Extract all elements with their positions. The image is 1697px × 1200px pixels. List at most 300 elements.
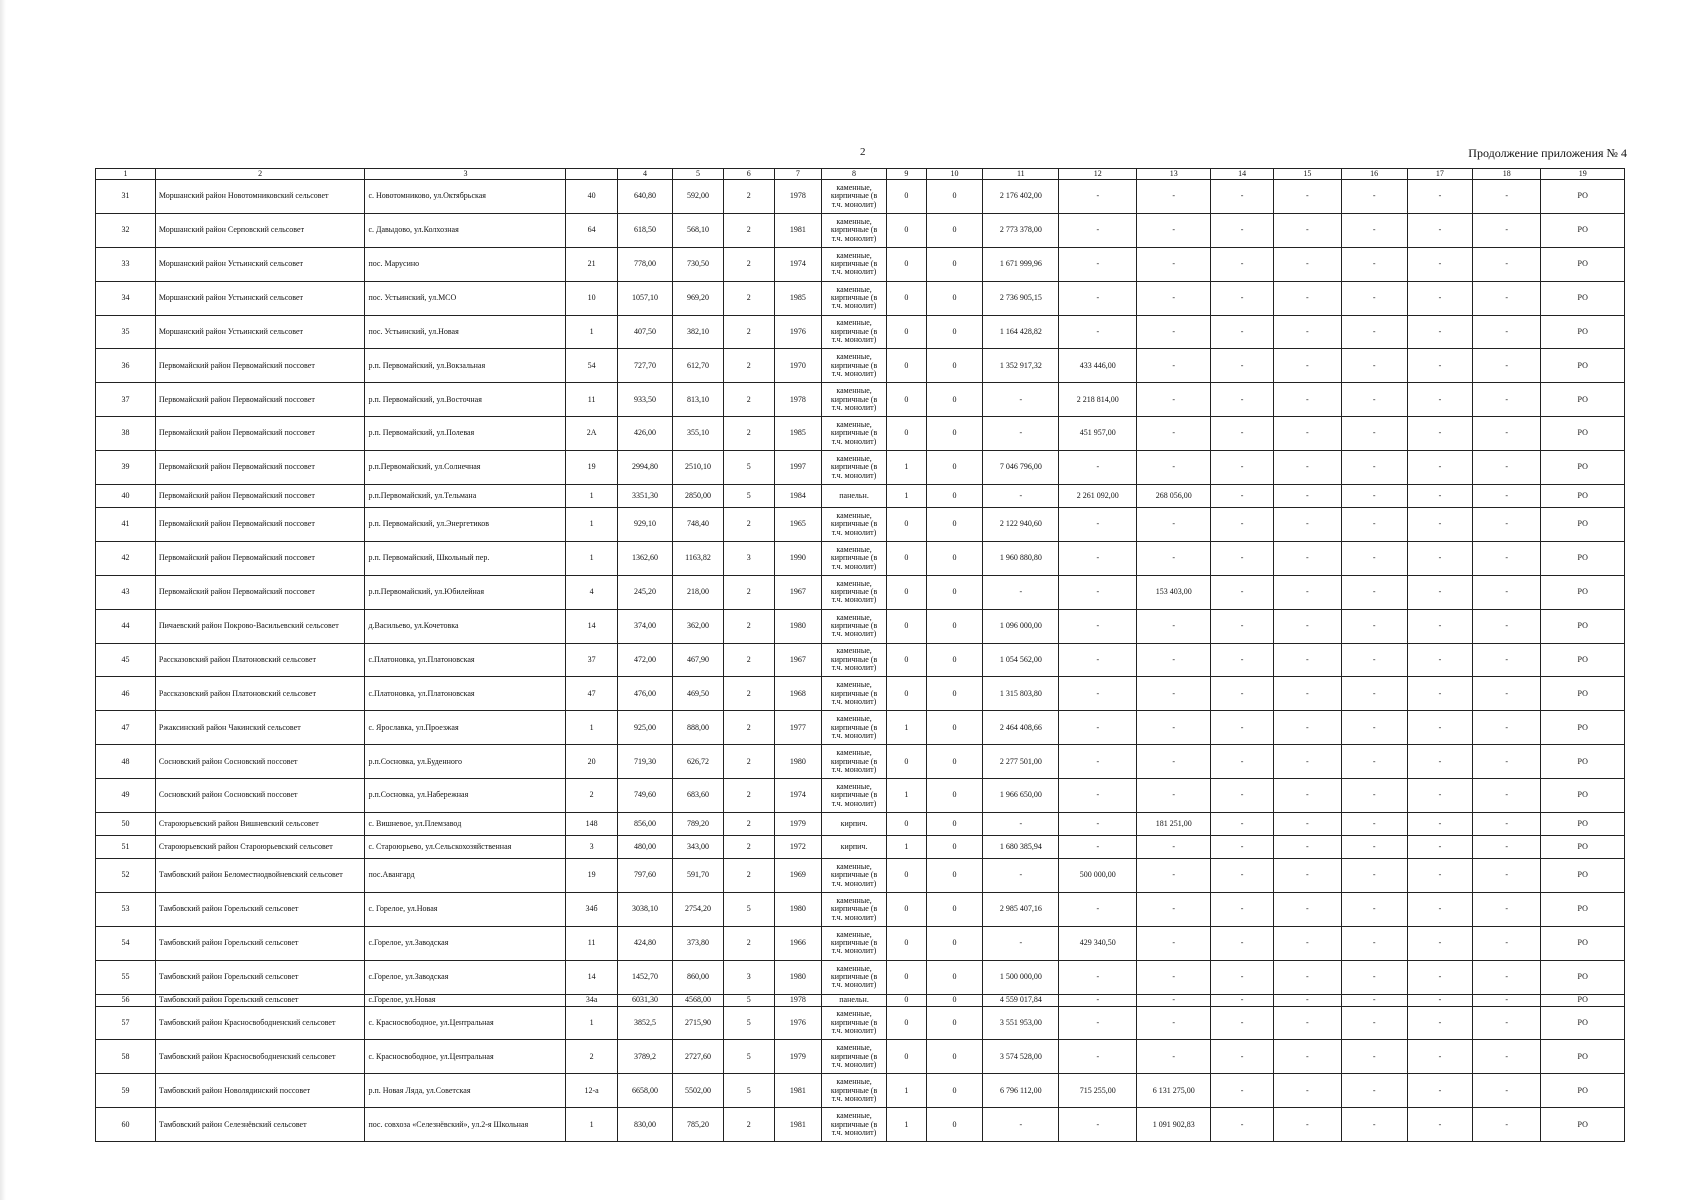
cost-11-cell: 2 277 501,00 <box>983 745 1059 779</box>
executor-cell: РО <box>1541 711 1625 745</box>
cost-11-cell: 2 176 402,00 <box>983 180 1059 214</box>
living-area-cell: 748,40 <box>673 508 723 542</box>
year-built-cell: 1970 <box>774 349 821 383</box>
year-built-cell: 1997 <box>774 451 821 485</box>
col-16-cell: - <box>1341 711 1407 745</box>
wall-material-cell: кирпич. <box>821 813 886 836</box>
row-number-cell: 39 <box>96 451 156 485</box>
col-9-cell: 0 <box>887 745 927 779</box>
table-row <box>96 417 1625 451</box>
year-built-cell: 1980 <box>774 609 821 643</box>
col-16-cell: - <box>1341 745 1407 779</box>
wall-material-cell: кирпич. <box>821 836 886 859</box>
address-cell: р.п. Первомайский, ул.Вокзальная <box>365 349 566 383</box>
col-17-cell: - <box>1407 575 1472 609</box>
year-built-cell: 1966 <box>774 926 821 960</box>
cost-13-cell: - <box>1137 213 1211 247</box>
table-row <box>96 1006 1625 1040</box>
column-number-row <box>96 169 1625 180</box>
municipality-cell: Моршанский район Серповский сельсовет <box>155 213 365 247</box>
total-area-cell: 727,70 <box>617 349 673 383</box>
col-9-cell: 1 <box>887 1108 927 1142</box>
wall-material-cell: каменные, кирпичные (в т.ч. монолит) <box>821 711 886 745</box>
cost-12-cell: 451 957,00 <box>1059 417 1137 451</box>
year-built-cell: 1985 <box>774 281 821 315</box>
year-built-cell: 1977 <box>774 711 821 745</box>
col-16-cell: - <box>1341 1108 1407 1142</box>
column-number-10: 10 <box>926 169 983 180</box>
floors-cell: 2 <box>723 677 774 711</box>
col-18-cell: - <box>1473 213 1541 247</box>
col-9-cell: 1 <box>887 485 927 508</box>
floors-cell: 2 <box>723 926 774 960</box>
house-number-cell: 20 <box>566 745 617 779</box>
cost-11-cell: 2 773 378,00 <box>983 213 1059 247</box>
col-15-cell: - <box>1274 643 1341 677</box>
col-14-cell: - <box>1211 813 1274 836</box>
living-area-cell: 382,10 <box>673 315 723 349</box>
executor-cell: РО <box>1541 960 1625 994</box>
municipality-cell: Моршанский район Новотомниковский сельсовет <box>155 180 365 214</box>
year-built-cell: 1967 <box>774 643 821 677</box>
col-18-cell: - <box>1473 1040 1541 1074</box>
col-10-cell: 0 <box>926 349 983 383</box>
col-14-cell: - <box>1211 779 1274 813</box>
cost-13-cell: - <box>1137 960 1211 994</box>
col-15-cell: - <box>1274 575 1341 609</box>
col-17-cell: - <box>1407 859 1472 893</box>
col-16-cell: - <box>1341 1006 1407 1040</box>
col-14-cell: - <box>1211 417 1274 451</box>
living-area-cell: 355,10 <box>673 417 723 451</box>
col-17-cell: - <box>1407 247 1472 281</box>
total-area-cell: 3852,5 <box>617 1006 673 1040</box>
col-9-cell: 0 <box>887 643 927 677</box>
municipality-cell: Первомайский район Первомайский поссовет <box>155 575 365 609</box>
table-row <box>96 281 1625 315</box>
col-18-cell: - <box>1473 1108 1541 1142</box>
municipality-cell: Тамбовский район Горельский сельсовет <box>155 960 365 994</box>
cost-12-cell: 2 218 814,00 <box>1059 383 1137 417</box>
col-16-cell: - <box>1341 643 1407 677</box>
col-15-cell: - <box>1274 180 1341 214</box>
municipality-cell: Моршанский район Устьинский сельсовет <box>155 281 365 315</box>
cost-11-cell: - <box>983 485 1059 508</box>
executor-cell: РО <box>1541 745 1625 779</box>
table-row <box>96 213 1625 247</box>
col-9-cell: 0 <box>887 1040 927 1074</box>
wall-material-cell: каменные, кирпичные (в т.ч. монолит) <box>821 383 886 417</box>
address-cell: с. Красносвободное, ул.Центральная <box>365 1040 566 1074</box>
executor-cell: РО <box>1541 609 1625 643</box>
col-14-cell: - <box>1211 643 1274 677</box>
address-cell: р.п.Сосновка, ул.Буденного <box>365 745 566 779</box>
house-number-cell: 64 <box>566 213 617 247</box>
cost-11-cell: - <box>983 1108 1059 1142</box>
row-number-cell: 40 <box>96 485 156 508</box>
year-built-cell: 1978 <box>774 383 821 417</box>
floors-cell: 2 <box>723 711 774 745</box>
year-built-cell: 1976 <box>774 315 821 349</box>
wall-material-cell: каменные, кирпичные (в т.ч. монолит) <box>821 892 886 926</box>
col-9-cell: 0 <box>887 383 927 417</box>
living-area-cell: 626,72 <box>673 745 723 779</box>
col-14-cell: - <box>1211 677 1274 711</box>
total-area-cell: 640,80 <box>617 180 673 214</box>
cost-11-cell: - <box>983 926 1059 960</box>
column-number-8: 8 <box>821 169 886 180</box>
cost-13-cell: - <box>1137 180 1211 214</box>
total-area-cell: 856,00 <box>617 813 673 836</box>
cost-13-cell: - <box>1137 836 1211 859</box>
col-17-cell: - <box>1407 383 1472 417</box>
house-number-cell: 2 <box>566 1040 617 1074</box>
house-number-cell: 12-а <box>566 1074 617 1108</box>
col-9-cell: 0 <box>887 213 927 247</box>
cost-11-cell: 4 559 017,84 <box>983 994 1059 1006</box>
address-cell: р.п.Первомайский, ул.Солнечная <box>365 451 566 485</box>
total-area-cell: 480,00 <box>617 836 673 859</box>
table-row <box>96 349 1625 383</box>
col-14-cell: - <box>1211 1040 1274 1074</box>
col-10-cell: 0 <box>926 485 983 508</box>
cost-11-cell: 1 680 385,94 <box>983 836 1059 859</box>
living-area-cell: 5502,00 <box>673 1074 723 1108</box>
executor-cell: РО <box>1541 180 1625 214</box>
cost-11-cell: - <box>983 417 1059 451</box>
house-number-cell: 14 <box>566 609 617 643</box>
living-area-cell: 568,10 <box>673 213 723 247</box>
living-area-cell: 4568,00 <box>673 994 723 1006</box>
col-14-cell: - <box>1211 213 1274 247</box>
col-16-cell: - <box>1341 541 1407 575</box>
col-16-cell: - <box>1341 213 1407 247</box>
wall-material-cell: каменные, кирпичные (в т.ч. монолит) <box>821 1108 886 1142</box>
address-cell: р.п. Первомайский, ул.Восточная <box>365 383 566 417</box>
col-14-cell: - <box>1211 541 1274 575</box>
house-number-cell: 148 <box>566 813 617 836</box>
column-number-9: 9 <box>887 169 927 180</box>
col-10-cell: 0 <box>926 643 983 677</box>
col-15-cell: - <box>1274 859 1341 893</box>
wall-material-cell: каменные, кирпичные (в т.ч. монолит) <box>821 575 886 609</box>
col-18-cell: - <box>1473 994 1541 1006</box>
table-row <box>96 315 1625 349</box>
living-area-cell: 2510,10 <box>673 451 723 485</box>
col-18-cell: - <box>1473 643 1541 677</box>
address-cell: пос. Устьинский, ул.Новая <box>365 315 566 349</box>
column-number-17: 17 <box>1407 169 1472 180</box>
col-16-cell: - <box>1341 677 1407 711</box>
total-area-cell: 6658,00 <box>617 1074 673 1108</box>
cost-13-cell: - <box>1137 779 1211 813</box>
col-18-cell: - <box>1473 451 1541 485</box>
total-area-cell: 3038,10 <box>617 892 673 926</box>
col-15-cell: - <box>1274 281 1341 315</box>
living-area-cell: 683,60 <box>673 779 723 813</box>
cost-12-cell: - <box>1059 247 1137 281</box>
total-area-cell: 929,10 <box>617 508 673 542</box>
column-number-2: 3 <box>365 169 566 180</box>
col-10-cell: 0 <box>926 281 983 315</box>
col-17-cell: - <box>1407 745 1472 779</box>
cost-12-cell: - <box>1059 575 1137 609</box>
year-built-cell: 1980 <box>774 960 821 994</box>
total-area-cell: 749,60 <box>617 779 673 813</box>
col-18-cell: - <box>1473 745 1541 779</box>
col-14-cell: - <box>1211 451 1274 485</box>
col-9-cell: 0 <box>887 609 927 643</box>
col-15-cell: - <box>1274 836 1341 859</box>
col-17-cell: - <box>1407 485 1472 508</box>
living-area-cell: 789,20 <box>673 813 723 836</box>
municipality-cell: Моршанский район Устьинский сельсовет <box>155 247 365 281</box>
executor-cell: РО <box>1541 779 1625 813</box>
col-17-cell: - <box>1407 315 1472 349</box>
col-10-cell: 0 <box>926 859 983 893</box>
floors-cell: 2 <box>723 813 774 836</box>
total-area-cell: 3789,2 <box>617 1040 673 1074</box>
row-number-cell: 45 <box>96 643 156 677</box>
living-area-cell: 612,70 <box>673 349 723 383</box>
cost-12-cell: - <box>1059 711 1137 745</box>
col-17-cell: - <box>1407 677 1472 711</box>
cost-12-cell: 715 255,00 <box>1059 1074 1137 1108</box>
wall-material-cell: каменные, кирпичные (в т.ч. монолит) <box>821 926 886 960</box>
wall-material-cell: каменные, кирпичные (в т.ч. монолит) <box>821 960 886 994</box>
col-17-cell: - <box>1407 1108 1472 1142</box>
col-17-cell: - <box>1407 1074 1472 1108</box>
municipality-cell: Первомайский район Первомайский поссовет <box>155 541 365 575</box>
living-area-cell: 218,00 <box>673 575 723 609</box>
floors-cell: 2 <box>723 247 774 281</box>
executor-cell: РО <box>1541 1108 1625 1142</box>
row-number-cell: 34 <box>96 281 156 315</box>
total-area-cell: 245,20 <box>617 575 673 609</box>
table-row <box>96 180 1625 214</box>
executor-cell: РО <box>1541 859 1625 893</box>
cost-12-cell: - <box>1059 451 1137 485</box>
address-cell: пос. Устьинский, ул.МСО <box>365 281 566 315</box>
cost-11-cell: 1 960 880,80 <box>983 541 1059 575</box>
municipality-cell: Пичаевский район Покрово-Васильевский сельсовет <box>155 609 365 643</box>
house-number-cell: 4 <box>566 575 617 609</box>
col-16-cell: - <box>1341 779 1407 813</box>
col-10-cell: 0 <box>926 994 983 1006</box>
col-17-cell: - <box>1407 994 1472 1006</box>
total-area-cell: 933,50 <box>617 383 673 417</box>
cost-11-cell: 1 500 000,00 <box>983 960 1059 994</box>
floors-cell: 2 <box>723 383 774 417</box>
col-10-cell: 0 <box>926 1040 983 1074</box>
address-cell: с. Новотомниково, ул.Октябрьская <box>365 180 566 214</box>
row-number-cell: 37 <box>96 383 156 417</box>
row-number-cell: 54 <box>96 926 156 960</box>
col-15-cell: - <box>1274 213 1341 247</box>
col-9-cell: 0 <box>887 960 927 994</box>
living-area-cell: 362,00 <box>673 609 723 643</box>
col-16-cell: - <box>1341 609 1407 643</box>
row-number-cell: 36 <box>96 349 156 383</box>
cost-12-cell: - <box>1059 609 1137 643</box>
cost-13-cell: - <box>1137 1006 1211 1040</box>
cost-13-cell: 6 131 275,00 <box>1137 1074 1211 1108</box>
table-row <box>96 1108 1625 1142</box>
cost-13-cell: - <box>1137 451 1211 485</box>
col-9-cell: 0 <box>887 1006 927 1040</box>
year-built-cell: 1979 <box>774 813 821 836</box>
living-area-cell: 813,10 <box>673 383 723 417</box>
wall-material-cell: каменные, кирпичные (в т.ч. монолит) <box>821 349 886 383</box>
total-area-cell: 1362,60 <box>617 541 673 575</box>
row-number-cell: 56 <box>96 994 156 1006</box>
col-16-cell: - <box>1341 383 1407 417</box>
col-16-cell: - <box>1341 315 1407 349</box>
table-row <box>96 383 1625 417</box>
col-17-cell: - <box>1407 711 1472 745</box>
year-built-cell: 1980 <box>774 745 821 779</box>
address-cell: пос. совхоза «Селезнёвский», ул.2-я Школьная <box>365 1108 566 1142</box>
row-number-cell: 42 <box>96 541 156 575</box>
row-number-cell: 41 <box>96 508 156 542</box>
col-10-cell: 0 <box>926 779 983 813</box>
column-number-7: 7 <box>774 169 821 180</box>
total-area-cell: 778,00 <box>617 247 673 281</box>
total-area-cell: 426,00 <box>617 417 673 451</box>
col-10-cell: 0 <box>926 745 983 779</box>
col-10-cell: 0 <box>926 836 983 859</box>
col-18-cell: - <box>1473 541 1541 575</box>
executor-cell: РО <box>1541 213 1625 247</box>
wall-material-cell: каменные, кирпичные (в т.ч. монолит) <box>821 508 886 542</box>
row-number-cell: 59 <box>96 1074 156 1108</box>
table-row <box>96 813 1625 836</box>
address-cell: р.п. Первомайский, Школьный пер. <box>365 541 566 575</box>
col-18-cell: - <box>1473 315 1541 349</box>
year-built-cell: 1972 <box>774 836 821 859</box>
executor-cell: РО <box>1541 541 1625 575</box>
col-16-cell: - <box>1341 994 1407 1006</box>
floors-cell: 5 <box>723 1040 774 1074</box>
floors-cell: 3 <box>723 960 774 994</box>
cost-12-cell: - <box>1059 643 1137 677</box>
row-number-cell: 35 <box>96 315 156 349</box>
executor-cell: РО <box>1541 417 1625 451</box>
year-built-cell: 1978 <box>774 180 821 214</box>
col-18-cell: - <box>1473 281 1541 315</box>
col-15-cell: - <box>1274 508 1341 542</box>
col-15-cell: - <box>1274 1040 1341 1074</box>
table-row <box>96 451 1625 485</box>
row-number-cell: 55 <box>96 960 156 994</box>
col-9-cell: 1 <box>887 1074 927 1108</box>
wall-material-cell: каменные, кирпичные (в т.ч. монолит) <box>821 643 886 677</box>
col-10-cell: 0 <box>926 383 983 417</box>
col-18-cell: - <box>1473 813 1541 836</box>
col-10-cell: 0 <box>926 1108 983 1142</box>
col-14-cell: - <box>1211 383 1274 417</box>
address-cell: р.п.Сосновка, ул.Набережная <box>365 779 566 813</box>
floors-cell: 2 <box>723 1108 774 1142</box>
col-10-cell: 0 <box>926 711 983 745</box>
cost-12-cell: - <box>1059 1006 1137 1040</box>
address-cell: р.п. Первомайский, ул.Полевая <box>365 417 566 451</box>
col-15-cell: - <box>1274 926 1341 960</box>
cost-13-cell: 153 403,00 <box>1137 575 1211 609</box>
municipality-cell: Тамбовский район Горельский сельсовет <box>155 994 365 1006</box>
col-10-cell: 0 <box>926 960 983 994</box>
address-cell: р.п.Первомайский, ул.Тельмана <box>365 485 566 508</box>
wall-material-cell: каменные, кирпичные (в т.ч. монолит) <box>821 779 886 813</box>
total-area-cell: 1057,10 <box>617 281 673 315</box>
floors-cell: 2 <box>723 859 774 893</box>
house-number-cell: 1 <box>566 1006 617 1040</box>
total-area-cell: 1452,70 <box>617 960 673 994</box>
table-row <box>96 926 1625 960</box>
cost-13-cell: - <box>1137 508 1211 542</box>
col-14-cell: - <box>1211 960 1274 994</box>
house-number-cell: 1 <box>566 1108 617 1142</box>
total-area-cell: 2994,80 <box>617 451 673 485</box>
house-number-cell: 34а <box>566 994 617 1006</box>
col-9-cell: 0 <box>887 417 927 451</box>
year-built-cell: 1974 <box>774 779 821 813</box>
col-9-cell: 0 <box>887 994 927 1006</box>
floors-cell: 2 <box>723 349 774 383</box>
column-number-16: 16 <box>1341 169 1407 180</box>
col-15-cell: - <box>1274 383 1341 417</box>
cost-12-cell: - <box>1059 1108 1137 1142</box>
executor-cell: РО <box>1541 508 1625 542</box>
executor-cell: РО <box>1541 1006 1625 1040</box>
column-number-13: 13 <box>1137 169 1211 180</box>
cost-13-cell: - <box>1137 677 1211 711</box>
cost-12-cell: 433 446,00 <box>1059 349 1137 383</box>
col-10-cell: 0 <box>926 417 983 451</box>
scan-edge <box>0 0 6 1200</box>
col-17-cell: - <box>1407 960 1472 994</box>
house-number-cell: 40 <box>566 180 617 214</box>
column-number-3 <box>566 169 617 180</box>
table-row <box>96 892 1625 926</box>
living-area-cell: 592,00 <box>673 180 723 214</box>
cost-12-cell: - <box>1059 813 1137 836</box>
wall-material-cell: каменные, кирпичные (в т.ч. монолит) <box>821 451 886 485</box>
wall-material-cell: каменные, кирпичные (в т.ч. монолит) <box>821 247 886 281</box>
row-number-cell: 50 <box>96 813 156 836</box>
living-area-cell: 343,00 <box>673 836 723 859</box>
table-row <box>96 1040 1625 1074</box>
col-18-cell: - <box>1473 180 1541 214</box>
municipality-cell: Первомайский район Первомайский поссовет <box>155 451 365 485</box>
cost-13-cell: - <box>1137 994 1211 1006</box>
col-9-cell: 1 <box>887 451 927 485</box>
col-17-cell: - <box>1407 836 1472 859</box>
year-built-cell: 1981 <box>774 1074 821 1108</box>
executor-cell: РО <box>1541 575 1625 609</box>
living-area-cell: 373,80 <box>673 926 723 960</box>
floors-cell: 2 <box>723 779 774 813</box>
col-14-cell: - <box>1211 575 1274 609</box>
col-9-cell: 0 <box>887 281 927 315</box>
living-area-cell: 467,90 <box>673 643 723 677</box>
col-10-cell: 0 <box>926 451 983 485</box>
col-10-cell: 0 <box>926 813 983 836</box>
col-10-cell: 0 <box>926 677 983 711</box>
col-14-cell: - <box>1211 349 1274 383</box>
col-9-cell: 0 <box>887 859 927 893</box>
total-area-cell: 618,50 <box>617 213 673 247</box>
